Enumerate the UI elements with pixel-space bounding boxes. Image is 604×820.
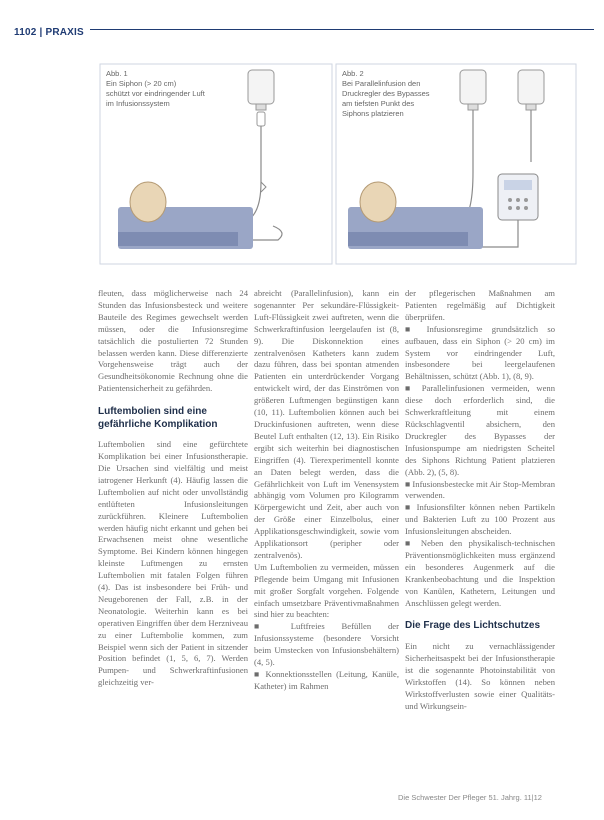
fig1-cap-line: schützt vor eindringender Luft — [106, 89, 205, 98]
section-heading: Die Frage des Lichtschutzes — [405, 620, 541, 632]
figures — [98, 62, 578, 267]
fig2-cap-line: Siphons platzieren — [342, 109, 404, 118]
page-footer: Die Schwester Der Pfleger 51. Jahrg. 11|12 — [398, 793, 542, 802]
header-label: 1102 | PRAXIS — [14, 27, 84, 38]
text-column-2 — [254, 288, 399, 693]
fig1-cap-line: Ein Siphon (> 20 cm) — [106, 79, 177, 88]
paragraph: Um Luftembolien zu vermeiden, müssen Pflegende beim Umgang mit Infusionen mit großer Sorgfalt vorgehen. Folgende einfach umsetzbare Präventivmaßnahmen sind hier zu beachten: — [254, 561, 399, 620]
figure-2 — [336, 64, 576, 264]
list-item: ■ Infusionsfilter können neben Partikeln und Bakterien Luft zu 100 Prozent aus Infusionsleitungen abscheiden. — [405, 502, 555, 537]
list-item: ■ Parallelinfusionen vermeiden, wenn diese doch erforderlich sind, die Schwerkraftleitung mit einem Rückschlagventil absichern, den Druckregler des Bypasses der Infusionspumpe am niedrigsten Scheitel des Siphons Richtung Patient platzieren (Abb. 2), (5, 8). — [405, 383, 555, 477]
paragraph: fleuten, dass möglicherweise nach 24 Stunden das Infusionsbesteck und weitere Bauteile des Regimes gewechselt werden müssen, oder die Infusionsregime tatsächlich die postulierten 72 Stunden belassen werden kann. Diese differenzierte Vorgehensweise trägt auch der Gesundheitsökonomie Rechnung ohne die Patientensicherheit zu gefährden. — [98, 288, 248, 394]
text-column-1 — [98, 288, 248, 689]
section-heading: Luftembolien sind eine gefährliche Komplikation — [98, 406, 218, 430]
fig2-cap-line: Druckregler des Bypasses — [342, 89, 430, 98]
fig1-cap-line: Abb. 1 — [106, 69, 128, 78]
header-rule — [90, 29, 594, 30]
text-column-3 — [405, 288, 555, 712]
paragraph: der pflegerischen Maßnahmen am Patienten regelmäßig auf Dichtigkeit überprüfen. — [405, 288, 555, 322]
paragraph: abreicht (Parallelinfusion), kann ein sogenannter Per sekundäre-Flüssigkeit-Luft-Flüssigkeit zwei auftreten, wenn die Schwerkraftinfusion leergelaufen ist (8, 9). Die Diskonnektion eines zentralvenösen Katheters kann zudem dazu führen, dass bei spontan atmenden Patienten ein unterdrückender Vorgang entwickelt wird, der das Einströmen von größeren Luftmengen begünstigen kann (10, 11). Luftembolien können auch bei Druckinfusionen auftreten, wenn diese Beutel Luft enthalten (12, 13). Ein Risiko ergibt sich weiterhin bei diagnostischen Eingriffen (4). Tierexperimentell konnte an Daten belegt werden, dass die Gefährlichkeit von Luft im Venensystem abhängig vom Volumen pro Kilogramm Körpergewicht und Zeit, aber auch von der Größe einer Einzelbolus, einer Applikationsgeschwindigkeit, sowie vom Applikationsort (peripher oder zentralvenös). — [254, 288, 399, 560]
list-item: ■ Infusionsbestecke mit Air Stop-Membran verwenden. — [405, 478, 555, 501]
infusion-bottle-icon — [460, 70, 486, 110]
fig1-cap-line: im Infusionssystem — [106, 99, 170, 108]
paragraph: Luftembolien sind eine gefürchtete Komplikation bei einer Infusionstherapie. Die Ursachen sind vielfältig und meist iatrogener Herkunft (4). Häufig lassen die Luftembolien auf nicht oder unvollständig entlüfteten Infusionsleitungen zurückführen. Kleinere Luftembolien werden häufig nicht erkannt und gehen bei Erwachsenen meist ohne wesentliche Symptome. Bei Kindern können hingegen kleinste Luftmengen zu ernsten Luftembolien mit fatalen Folgen führen (4). Das ist insbesondere bei Früh- und Neugeborenen der Fall, z.B. in der Neonatologie. Weiterhin kann es bei operativen Eingriffen über dem Herzniveau zu einer Luftembolie kommen, zum Beispiel wenn sich der Patient in sitzender Position befindet (1, 5, 6, 7). Werden Pumpen- und Schwerkraftinfusionen gleichzeitig ver- — [98, 439, 248, 688]
infusion-bottle-icon — [518, 70, 544, 110]
fig2-cap-line: Abb. 2 — [342, 69, 364, 78]
fig2-cap-line: am tiefsten Punkt des — [342, 99, 415, 108]
list-item: ■ Infusionsregime grundsätzlich so aufbauen, dass ein Siphon (> 20 cm) im System vor eindringender Luft, insbesondere bei leergelaufenen Behältnissen, schützt (Abb. 1), (8, 9). — [405, 323, 555, 382]
fig2-cap-line: Bei Parallelinfusion den — [342, 79, 421, 88]
list-item: ■ Luftfreies Befüllen der Infusionssysteme (besondere Vorsicht beim Umstecken von Infusionsbehältern) (4, 5). — [254, 621, 399, 668]
page-header — [14, 22, 594, 38]
infusion-pump-icon — [498, 174, 538, 220]
figure-1 — [100, 64, 332, 264]
list-item: ■ Konnektionsstellen (Leitung, Kanüle, Katheter) im Rahmen — [254, 669, 399, 691]
paragraph: Ein nicht zu vernachlässigender Sicherheitsaspekt bei der Infusionstherapie ist die sogenannte Photoinstabilität von Wirkstoffen (14). So können neben Wirkstoffverlusten sowie einer Qualitäts- und Wirkungsein- — [405, 640, 555, 711]
list-item: ■ Neben den physikalisch-technischen Präventionsmöglichkeiten muss ergänzend ein besonderes Augenmerk auf die Krankenbeobachtung und die Inspektion von Kanülen, Kathetern, Leitungen und Anschlüssen gelegt werden. — [405, 538, 555, 608]
